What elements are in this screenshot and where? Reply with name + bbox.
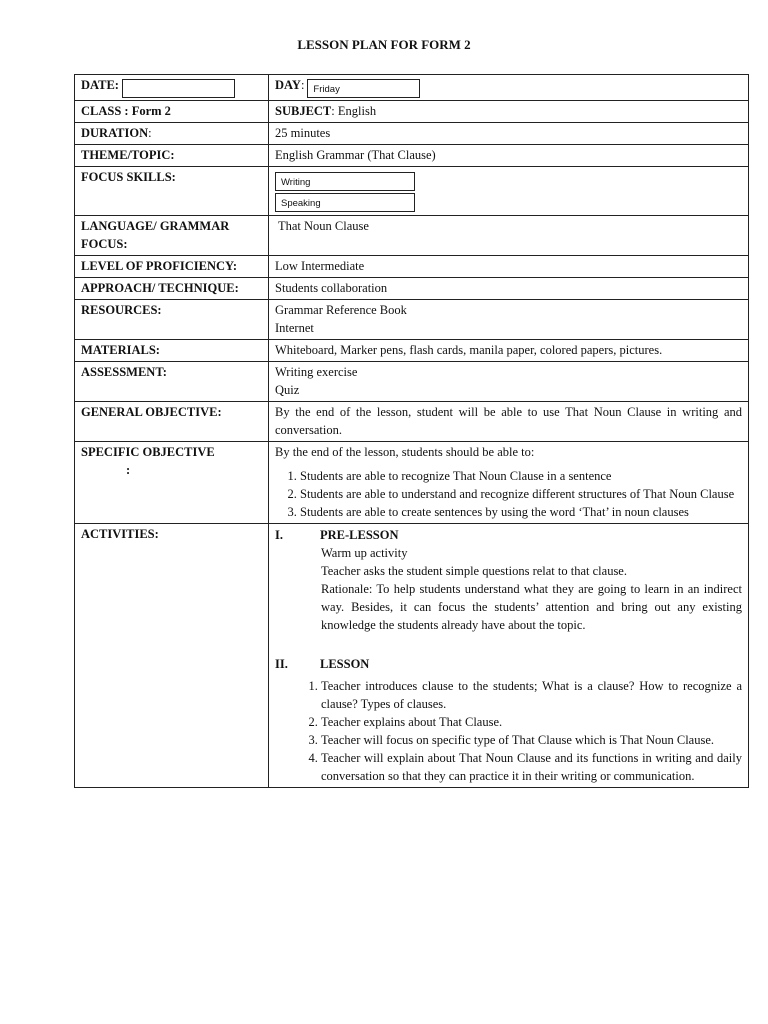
pre-lesson-number: I. (275, 528, 283, 542)
level-label: LEVEL OF PROFICIENCY: (75, 256, 269, 278)
assessment-cell (269, 362, 749, 402)
pre-lesson-line: Rationale: To help students understand what they are going to learn in an indirect way. Besides, it can focus the students’ attention and bring out any existing knowledge the students already have about the topic. (321, 582, 742, 632)
lesson-number: II. (275, 657, 288, 671)
subject-value: : English (331, 104, 377, 118)
level-value: Low Intermediate (269, 256, 749, 278)
theme-label: THEME/TOPIC: (75, 145, 269, 167)
class-label: CLASS : Form 2 (75, 101, 269, 123)
specific-objective-label: SPECIFIC OBJECTIVE (81, 445, 215, 459)
lesson-plan-table (74, 74, 749, 788)
materials-value: Whiteboard, Marker pens, flash cards, manila paper, colored papers, pictures. (269, 340, 749, 362)
assessment-item: Quiz (275, 383, 300, 397)
day-cell (269, 75, 749, 101)
duration-label-suffix: : (148, 126, 152, 140)
table-row (75, 75, 749, 101)
pre-lesson-heading (275, 526, 742, 544)
specific-objective-cell (269, 442, 749, 524)
table-row (75, 216, 749, 256)
resources-cell (269, 300, 749, 340)
table-row (75, 442, 749, 524)
day-label: DAY (275, 78, 301, 92)
list-item: 1. Students are able to recognize That Noun Clause in a sentence (300, 467, 742, 485)
grammar-focus-value: That Noun Clause (269, 216, 749, 256)
skill-field-writing[interactable]: Writing (275, 172, 415, 191)
table-row (75, 300, 749, 340)
grammar-focus-label: LANGUAGE/ GRAMMAR FOCUS: (75, 216, 269, 256)
materials-label: MATERIALS: (75, 340, 269, 362)
date-cell (75, 75, 269, 101)
duration-label-cell (75, 123, 269, 145)
day-label-suffix: : (300, 78, 305, 92)
theme-value: English Grammar (That Clause) (269, 145, 749, 167)
table-row (75, 101, 749, 123)
lesson-heading (275, 655, 742, 673)
table-row (75, 145, 749, 167)
page-title: LESSON PLAN FOR FORM 2 (297, 37, 471, 52)
specific-objective-label-cell (75, 442, 269, 524)
table-row (75, 402, 749, 442)
duration-value: 25 minutes (269, 123, 749, 145)
specific-objective-label-suffix: : (126, 463, 131, 477)
list-item: 3. Teacher will focus on specific type of That Clause which is That Noun Clause. (321, 731, 742, 749)
duration-label: DURATION (81, 126, 149, 140)
specific-objective-intro: By the end of the lesson, students should be able to: (275, 445, 535, 459)
subject-cell (269, 101, 749, 123)
table-row (75, 362, 749, 402)
resource-item: Internet (275, 321, 314, 335)
table-row (75, 123, 749, 145)
skill-field-speaking[interactable]: Speaking (275, 193, 415, 212)
pre-lesson-line: Warm up activity (321, 546, 408, 560)
lesson-title: LESSON (320, 657, 370, 671)
approach-value: Students collaboration (269, 278, 749, 300)
date-field[interactable] (122, 79, 235, 98)
table-row (75, 278, 749, 300)
table-row (75, 167, 749, 216)
resources-label: RESOURCES: (75, 300, 269, 340)
list-item: 3. Students are able to create sentences by using the word ‘That’ in noun clauses (300, 503, 742, 521)
activities-cell (269, 524, 749, 788)
day-field[interactable]: Friday (307, 79, 420, 98)
list-item: 4. Teacher will explain about That Noun Clause and its functions in writing and daily conversation so that they can practice it in their writing or communication. (321, 749, 742, 785)
resource-item: Grammar Reference Book (275, 303, 407, 317)
focus-skills-cell (269, 167, 749, 216)
pre-lesson-line: Teacher asks the student simple questions relat to that clause. (321, 564, 627, 578)
subject-label: SUBJECT (275, 104, 332, 118)
focus-skills-label: FOCUS SKILLS: (75, 167, 269, 216)
pre-lesson-title: PRE-LESSON (320, 528, 399, 542)
table-row (75, 256, 749, 278)
lesson-steps-list (275, 677, 742, 785)
table-row (75, 524, 749, 788)
activities-label: ACTIVITIES: (75, 524, 269, 788)
date-label: DATE: (81, 78, 119, 92)
assessment-item: Writing exercise (275, 365, 358, 379)
general-objective-value: By the end of the lesson, student will be able to use That Noun Clause in writing and conversation. (269, 402, 749, 442)
table-row (75, 340, 749, 362)
general-objective-label: GENERAL OBJECTIVE: (75, 402, 269, 442)
list-item: 2. Teacher explains about That Clause. (321, 713, 742, 731)
list-item: 2. Students are able to understand and recognize different structures of That Noun Clause (300, 485, 742, 503)
assessment-label: ASSESSMENT: (75, 362, 269, 402)
approach-label: APPROACH/ TECHNIQUE: (75, 278, 269, 300)
list-item: 1. Teacher introduces clause to the students; What is a clause? How to recognize a clause? Types of clauses. (321, 677, 742, 713)
specific-objective-list (275, 467, 742, 521)
